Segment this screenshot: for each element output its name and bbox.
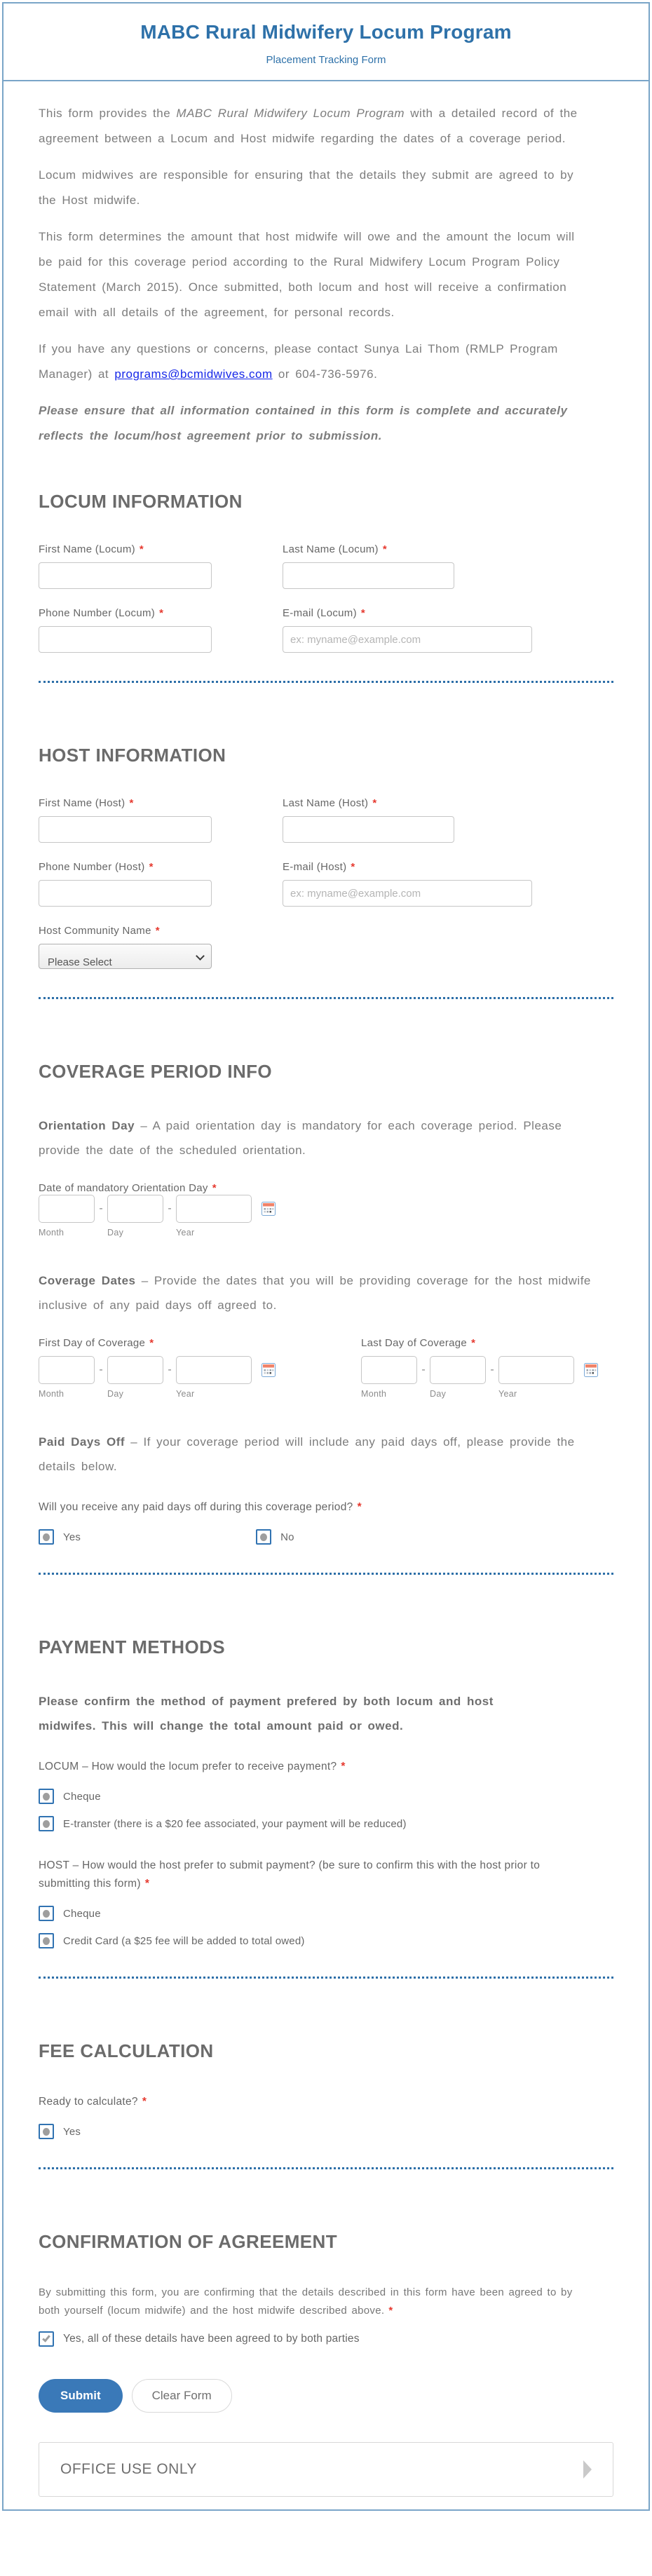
calendar-icon[interactable]	[584, 1363, 598, 1377]
last-name-host-label: Last Name (Host) *	[283, 797, 377, 809]
phone-locum-input[interactable]	[39, 626, 212, 653]
first-day-date-inputs: - -	[39, 1356, 361, 1384]
required-marker: *	[159, 607, 164, 619]
required-marker: *	[357, 1501, 362, 1513]
radio-icon	[39, 1816, 54, 1831]
section-heading-fee-calculation: FEE CALCULATION	[39, 2040, 214, 2061]
office-use-only-section[interactable]	[39, 2442, 613, 2497]
form-card	[2, 2, 650, 2511]
orientation-year-input[interactable]	[176, 1195, 252, 1223]
form-subtitle: Placement Tracking Form	[266, 54, 386, 66]
email-host-label: E-mail (Host) *	[283, 861, 355, 873]
ready-to-calculate-options	[39, 2124, 613, 2139]
section-divider	[39, 2167, 613, 2169]
last-day-year-input[interactable]	[498, 1356, 574, 1384]
office-use-only-label: OFFICE USE ONLY	[60, 2461, 197, 2477]
section-heading-coverage-period: COVERAGE PERIOD INFO	[39, 1061, 273, 1082]
radio-option-calculate-yes[interactable]: Yes	[39, 2124, 613, 2139]
section-heading-confirmation: CONFIRMATION OF AGREEMENT	[39, 2231, 337, 2252]
select-value: Please Select	[48, 956, 112, 968]
radio-option-locum-etransfer[interactable]: E-transter (there is a $20 fee associated, your payment will be reduced)	[39, 1816, 613, 1831]
required-marker: *	[155, 925, 160, 937]
page-title: MABC Rural Midwifery Locum Program	[140, 21, 512, 43]
radio-icon	[39, 1789, 54, 1804]
paid-days-off-options	[39, 1529, 613, 1545]
required-marker: *	[212, 1182, 217, 1194]
first-day-coverage-field	[39, 1337, 361, 1399]
chevron-right-icon	[583, 2460, 592, 2479]
paid-days-off-question: Will you receive any paid days off during this coverage period? *	[39, 1501, 362, 1513]
radio-option-paid-days-no[interactable]: No	[256, 1529, 294, 1545]
required-marker: *	[372, 797, 377, 809]
radio-option-paid-days-yes[interactable]: Yes	[39, 1529, 81, 1545]
first-name-host-label: First Name (Host) *	[39, 797, 134, 809]
orientation-month-input[interactable]	[39, 1195, 95, 1223]
first-name-locum-field	[39, 543, 283, 589]
last-name-locum-field	[283, 543, 454, 589]
required-marker: *	[149, 1337, 154, 1349]
coverage-dates-row	[39, 1337, 613, 1399]
orientation-date-sublabels: Month Day Year	[39, 1228, 195, 1238]
calendar-icon[interactable]	[262, 1202, 276, 1216]
section-divider	[39, 681, 613, 683]
last-day-date-inputs: - -	[361, 1356, 598, 1384]
email-host-input[interactable]	[283, 880, 532, 907]
email-locum-input[interactable]	[283, 626, 532, 653]
radio-icon	[256, 1529, 271, 1545]
phone-locum-field	[39, 607, 283, 653]
confirmation-checkbox-option[interactable]: Yes, all of these details have been agreed to by both parties	[39, 2331, 613, 2347]
confirmation-text: By submitting this form, you are confirming that the details described in this form have been agreed to by both yourself (locum midwife) and the host midwife described above. *	[39, 2286, 573, 2317]
required-marker: *	[471, 1337, 476, 1349]
intro-paragraph-2: Locum midwives are responsible for ensuring that the details they submit are agreed to by the Host midwife.	[39, 168, 574, 207]
host-community-field	[39, 925, 613, 969]
calendar-icon[interactable]	[262, 1363, 276, 1377]
program-name-italic: MABC Rural Midwifery Locum Program	[176, 107, 405, 120]
required-marker: *	[360, 607, 366, 619]
section-divider	[39, 1573, 613, 1575]
required-marker: *	[142, 2096, 147, 2108]
host-name-row	[39, 797, 613, 843]
first-name-host-input[interactable]	[39, 816, 212, 843]
radio-icon	[39, 1529, 54, 1545]
intro-paragraph-5: Please ensure that all information contained in this form is complete and accurately reflects the locum/host agreement prior to submission.	[39, 404, 568, 442]
radio-icon	[39, 1906, 54, 1921]
last-day-date-sublabels: Month Day Year	[361, 1389, 517, 1399]
last-day-month-input[interactable]	[361, 1356, 417, 1384]
required-marker: *	[351, 861, 355, 873]
first-day-month-input[interactable]	[39, 1356, 95, 1384]
first-day-date-sublabels: Month Day Year	[39, 1389, 195, 1399]
radio-icon	[39, 2124, 54, 2139]
required-marker: *	[341, 1761, 346, 1772]
form-header	[4, 4, 648, 81]
first-name-locum-input[interactable]	[39, 562, 212, 589]
form-body	[4, 81, 648, 2509]
section-divider	[39, 1977, 613, 1979]
locum-contact-row	[39, 607, 613, 653]
form-actions	[39, 2379, 613, 2413]
intro-section	[39, 101, 613, 449]
required-marker: *	[139, 543, 144, 555]
orientation-date-field	[39, 1182, 613, 1238]
last-name-host-field	[283, 797, 454, 843]
radio-option-host-credit-card[interactable]: Credit Card (a $25 fee will be added to total owed)	[39, 1933, 613, 1948]
section-heading-locum-information: LOCUM INFORMATION	[39, 491, 243, 512]
section-heading-payment-methods: PAYMENT METHODS	[39, 1636, 226, 1658]
locum-payment-options	[39, 1789, 613, 1831]
section-heading-host-information: HOST INFORMATION	[39, 745, 226, 766]
orientation-date-label: Date of mandatory Orientation Day *	[39, 1182, 217, 1194]
phone-locum-label: Phone Number (Locum) *	[39, 607, 164, 619]
ready-to-calculate-question: Ready to calculate? *	[39, 2096, 147, 2108]
host-community-label: Host Community Name *	[39, 925, 160, 937]
email-host-field	[283, 861, 532, 907]
last-day-coverage-field	[361, 1337, 598, 1399]
locum-name-row	[39, 543, 613, 589]
first-day-coverage-label: First Day of Coverage *	[39, 1337, 154, 1349]
first-day-day-input[interactable]	[107, 1356, 163, 1384]
payment-intro: Please confirm the method of payment prefered by both locum and host midwifes. This will change the total amount paid or owed.	[39, 1695, 494, 1733]
radio-option-host-cheque[interactable]: Cheque	[39, 1906, 613, 1921]
radio-option-locum-cheque[interactable]: Cheque	[39, 1789, 613, 1804]
phone-host-input[interactable]	[39, 880, 212, 907]
coverage-dates-description: Coverage Dates – Provide the dates that you will be providing coverage for the host midwife inclusive of any paid days off agreed to.	[39, 1274, 591, 1312]
intro-paragraph-3: This form determines the amount that host midwife will owe and the amount the locum will be paid for this coverage period according to the Rural Midwifery Locum Program Policy Statement (March 2015). Once submitted, both locum and host will receive a confirmation email with all details of the agreement, for personal records.	[39, 230, 575, 319]
phone-host-field	[39, 861, 283, 907]
phone-host-label: Phone Number (Host) *	[39, 861, 154, 873]
checkbox-checked-icon	[39, 2331, 54, 2347]
intro-paragraph-1: This form provides the MABC Rural Midwifery Locum Program with a detailed record of the agreement between a Locum and Host midwife regarding the dates of a coverage period.	[39, 107, 578, 145]
submit-button[interactable]: Submit	[39, 2379, 123, 2413]
host-contact-row	[39, 861, 613, 907]
first-day-year-input[interactable]	[176, 1356, 252, 1384]
host-payment-question: HOST – How would the host prefer to submit payment? (be sure to confirm this with the host prior to submitting this form) *	[39, 1859, 541, 1890]
last-day-coverage-label: Last Day of Coverage *	[361, 1337, 476, 1349]
required-marker: *	[382, 543, 387, 555]
first-name-locum-label: First Name (Locum) *	[39, 543, 144, 555]
chevron-down-icon	[196, 951, 205, 961]
required-marker: *	[129, 797, 134, 809]
orientation-description: Orientation Day – A paid orientation day is mandatory for each coverage period. Please provide the date of the scheduled orientation.	[39, 1119, 562, 1157]
orientation-date-inputs: - -	[39, 1195, 613, 1223]
radio-icon	[39, 1933, 54, 1948]
host-payment-options	[39, 1906, 613, 1948]
clear-form-button[interactable]: Clear Form	[132, 2379, 232, 2413]
section-divider	[39, 997, 613, 999]
last-day-day-input[interactable]	[430, 1356, 486, 1384]
required-marker: *	[388, 2305, 393, 2317]
host-community-select[interactable]	[39, 944, 212, 969]
email-locum-field	[283, 607, 532, 653]
required-marker: *	[144, 1878, 150, 1890]
required-marker: *	[149, 861, 154, 873]
last-name-host-input[interactable]	[283, 816, 454, 843]
email-link[interactable]: programs@bcmidwives.com	[114, 367, 273, 381]
last-name-locum-input[interactable]	[283, 562, 454, 589]
locum-payment-question: LOCUM – How would the locum prefer to receive payment? *	[39, 1761, 346, 1772]
last-name-locum-label: Last Name (Locum) *	[283, 543, 387, 555]
first-name-host-field	[39, 797, 283, 843]
orientation-day-input[interactable]	[107, 1195, 163, 1223]
intro-paragraph-4: If you have any questions or concerns, please contact Sunya Lai Thom (RMLP Program Manager) at programs@bcmidwives.com or 604-736-5976.	[39, 342, 558, 381]
email-locum-label: E-mail (Locum) *	[283, 607, 366, 619]
paid-days-off-description: Paid Days Off – If your coverage period will include any paid days off, please provide the details below.	[39, 1435, 575, 1473]
